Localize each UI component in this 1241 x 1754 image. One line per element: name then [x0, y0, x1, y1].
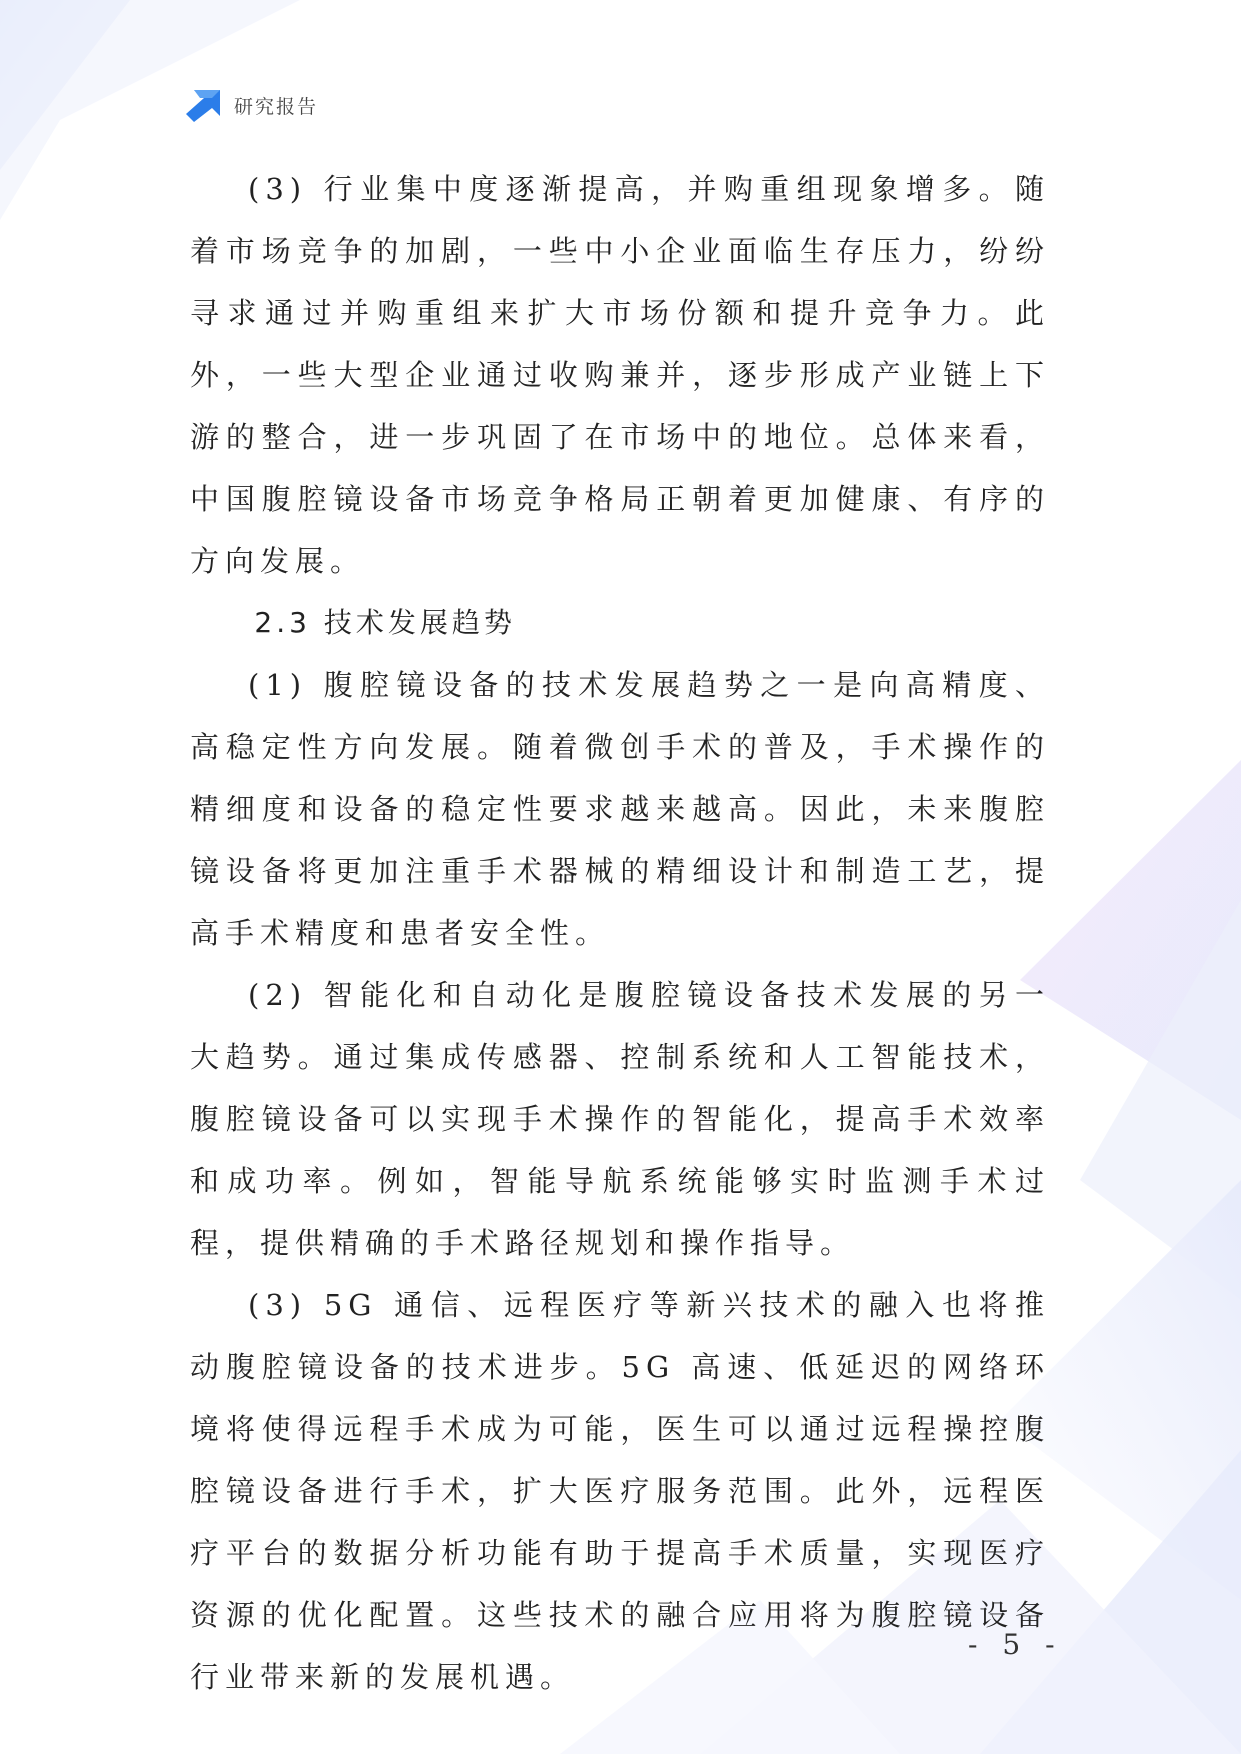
paragraph-intelligence-automation: (2) 智能化和自动化是腹腔镜设备技术发展的另一大趋势。通过集成传感器、控制系统和人工智能技术，腹腔镜设备可以实现手术操作的智能化，提高手术效率和成功率。例如，智能导航系统能够实时监测手术过程，提供精确的手术路径规划和操作指导。 — [190, 978, 1050, 1260]
arrow-up-right-icon — [186, 88, 222, 122]
paragraph-precision-stability: (1) 腹腔镜设备的技术发展趋势之一是向高精度、高稳定性方向发展。随着微创手术的普及，手术操作的精细度和设备的稳定性要求越来越高。因此，未来腹腔镜设备将更加注重手术器械的精细设计和制造工艺，提高手术精度和患者安全性。 — [190, 668, 1050, 950]
paragraph-market-concentration: (3) 行业集中度逐渐提高，并购重组现象增多。随着市场竞争的加剧，一些中小企业面临生存压力，纷纷寻求通过并购重组来扩大市场份额和提升竞争力。此外，一些大型企业通过收购兼并，逐步形成产业链上下游的整合，进一步巩固了在市场中的地位。总体来看，中国腹腔镜设备市场竞争格局正朝着更加健康、有序的方向发展。 — [190, 172, 1050, 578]
paragraph-5g-remote-medical: (3) 5G 通信、远程医疗等新兴技术的融入也将推动腹腔镜设备的技术进步。5G 高速、低延迟的网络环境将使得远程手术成为可能，医生可以通过远程操控腹腔镜设备进行手术，扩大医疗服务范围。此外，远程医疗平台的数据分析功能有助于提高手术质量，实现医疗资源的优化配置。这些技术的融合应用将为腹腔镜设备行业带来新的发展机遇。 — [190, 1288, 1050, 1694]
report-header — [186, 88, 318, 122]
document-body — [190, 158, 1050, 1708]
header-title: 研究报告 — [234, 95, 319, 118]
page-number: - 5 - — [968, 1628, 1063, 1661]
section-heading: 2.3 技术发展趋势 — [254, 606, 516, 639]
